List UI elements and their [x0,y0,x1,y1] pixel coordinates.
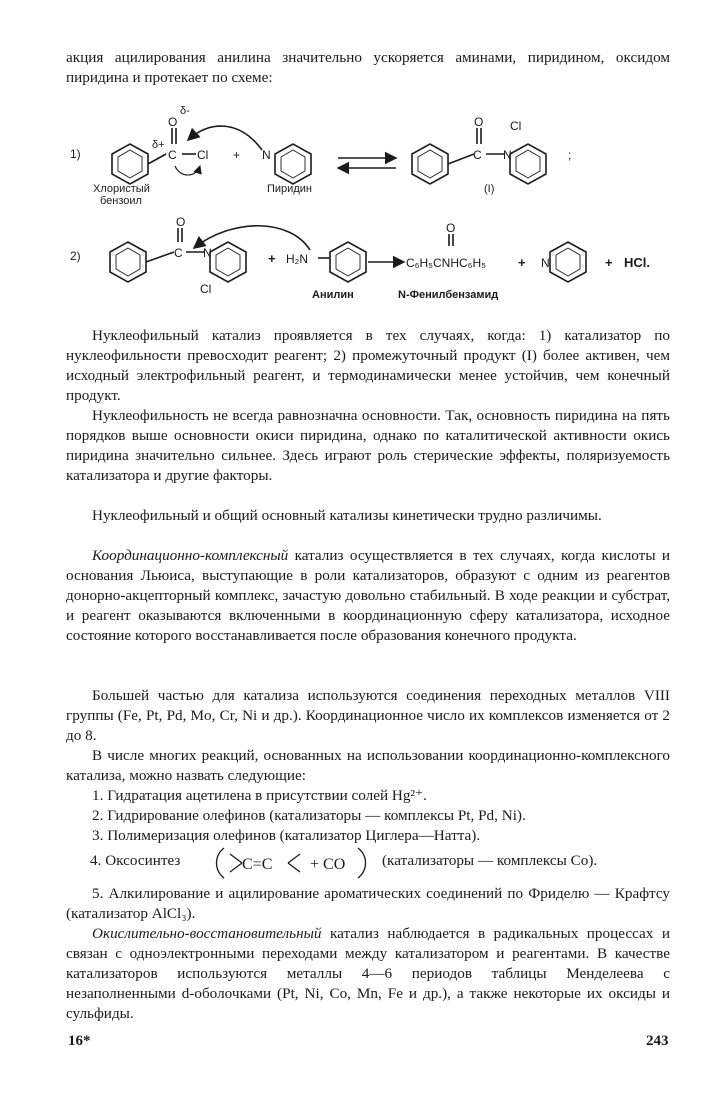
paragraph-transition-metals: Большей частью для катализа используются соединения переходных металлов VIII группы (Fe, Pt, Pd, Mo, Cr, Ni и др.). Координационное число их комплексов изменяется от 2 до 8. [66,687,670,744]
list-item-5: 5. Алкилирование и ацилирование ароматических соединений по Фриделю — Крафтсу (катализатор AlCl₃). [66,885,670,922]
list-item-2: 2. Гидрирование олефинов (катализаторы — комплексы Pt, Pd, Ni). [92,807,526,824]
atom-o-4: O [446,221,456,235]
paragraph-nucleophilic-catalysis: Нуклеофильный катализ проявляется в тех случаях, когда: 1) катализатор по нуклеофильности превосходит реагент; 2) промежуточный продукт (I) более активен, чем исходный электрофильный реагент, и термодинамически менее устойчив, чем конечный продукт. [66,327,670,404]
label-benzoyl-chloride-2: бензоил [100,195,142,207]
label-intermediate: (I) [484,183,495,195]
reaction-scheme [0,100,716,300]
list-item-4 [90,846,680,876]
plus-4: + [605,255,613,270]
list-item-4-catalysts: (катализаторы — комплексы Co). [382,852,598,869]
atom-o-2: O [474,115,484,129]
delta-plus: δ+ [152,139,165,151]
term-coordination: Координационно-комплексный [92,547,289,564]
atom-c-3: C [174,246,183,260]
paragraph-coordination-text: катализ осуществляется в тех случаях, когда кислоты и основания Льюиса, выступающие в роли катализаторов, образуют с одним из реагентов донорно-акцепторный комплекс, зачастую довольно стабильный. В ходе реакции и субстрат, и реагент оказываются включенными в координационную сферу катализатора, исходное состояние которого восстанавливается после образования конечного продукта. [66,547,670,644]
atom-o-1: O [168,115,178,129]
label-pyridine: Пиридин [267,183,312,195]
paragraph-redox-text: катализ наблюдается в радикальных процессах и связан с одноэлектронными переходами между катализатором и реагентами. В качестве катализаторов используются металлы 4—6 периодов таблицы Менделеева с незаполненными d-оболочками (Pt, Ni, Co, Mn, Fe и др.), а также некоторые их оксиды и сульфиды. [66,925,670,1022]
list-item-3: 3. Полимеризация олефинов (катализатор Циглера—Натта). [92,827,481,844]
chloride-anion-1: Cl [510,119,522,133]
intro-paragraph: акция ацилирования анилина значительно ускоряется аминами, пиридином, оксидом пиридина и протекает по схеме: [66,49,670,86]
atom-n-2: N [503,148,512,162]
plus-1: + [233,148,241,162]
curved-arrow-1 [188,126,262,150]
page-number: 243 [646,1033,669,1049]
list-item-1: 1. Гидратация ацетилена в присутствии солей Hg²⁺. [92,787,427,804]
paragraph-coordination [66,546,670,646]
paragraph-general-base: Нуклеофильный и общий основный катализы кинетически трудно различимы. [92,507,602,524]
chloride-anion-2: Cl [200,282,212,296]
label-aniline: Анилин [312,289,354,300]
paragraph-reactions-intro: В числе многих реакций, основанных на использовании координационно-комплексного катализа, можно назвать следующие: [66,747,670,784]
paragraph-redox [66,924,670,1024]
atom-cl-1: Cl [197,148,209,162]
plus-co: + CO [310,856,346,873]
reaction-2-number: 2) [70,249,81,263]
atom-o-3: O [176,215,186,229]
atom-n-3: N [203,246,212,260]
signature-mark: 16* [68,1033,91,1049]
alkene-formula: C=C [242,856,273,873]
amide-product-formula: C₆H₅CNHC₆H₅ [406,256,487,270]
reaction-1-number: 1) [70,147,81,161]
atom-c-2: C [473,148,482,162]
atom-n-1: N [262,148,271,162]
paragraph-nucleophilicity: Нуклеофильность не всегда равнозначна основности. Так, основность пиридина на пять порядков выше основности окиси пиридина, однако по каталитической активности окись пиридина значительно сильнее. Здесь играют роль стерические эффекты, поляризуемость катализатора и другие факторы. [66,407,670,484]
atom-n-4: N [541,256,550,270]
plus-3: + [518,255,526,270]
h2n-group: H₂N [286,252,308,266]
atom-c-1: C [168,148,177,162]
label-n-phenylbenzamide: N-Фенилбензамид [398,289,499,300]
list-item-4-label: 4. Оксосинтез [90,852,181,869]
term-redox: Окислительно-восстановительный [92,925,322,942]
semicolon: ; [568,148,572,162]
plus-2: + [268,251,276,266]
delta-minus: δ- [180,105,190,117]
oxo-formula [214,846,370,880]
label-benzoyl-chloride-1: Хлористый [93,183,150,195]
hcl-formula: HCl. [624,255,650,270]
